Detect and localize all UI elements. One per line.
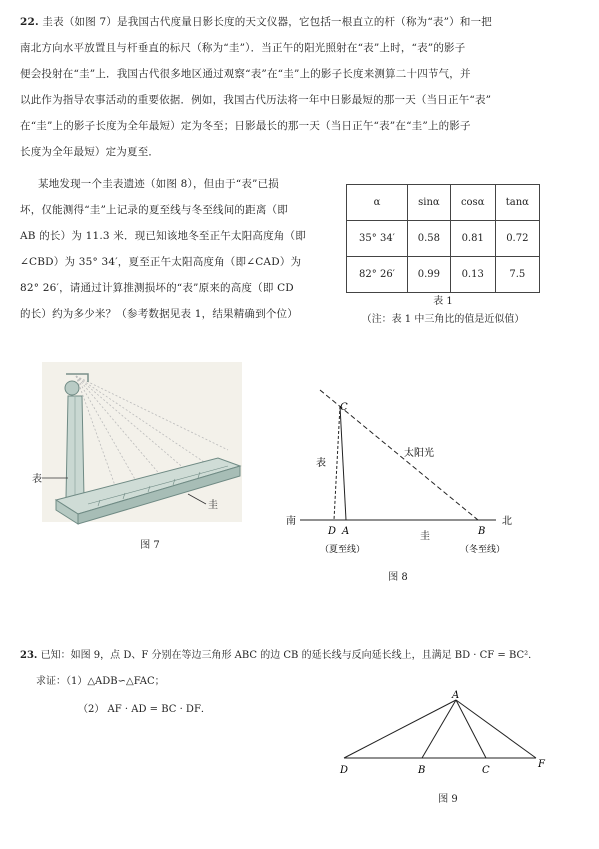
table-header-cell: cosα: [450, 185, 495, 221]
table-caption: 表 1: [433, 296, 453, 307]
q22-para2-line-1: 某地发现一个圭表遗迹（如图 8），但由于“表”已损: [38, 178, 280, 190]
pole-cd: [334, 406, 340, 520]
fig8-label-biao: 表: [316, 458, 326, 469]
table-row: [347, 221, 540, 257]
fig9-point-f: F: [538, 759, 545, 770]
q23-text-1: 已知：如图 9，点 D、F 分别在等边三角形 ABC 的边 CB 的延长线与反向延长线上，且满足 BD · CF = BC²．: [40, 650, 539, 661]
trig-table: [346, 184, 540, 293]
fig8-summer-line: （夏至线）: [320, 545, 366, 555]
fig8-label-sun: 太阳光: [404, 448, 434, 459]
figure-9-caption: 图 9: [438, 794, 458, 805]
q22-line-5: 在“圭”上的影子长度为全年最短）定为冬至；日影最长的那一天（当日正午“表”在“圭”上的影子: [20, 120, 471, 132]
fig9-point-a: A: [452, 690, 460, 701]
table-cell: 0.81: [450, 221, 495, 257]
fig8-winter-line: （冬至线）: [460, 545, 506, 555]
fig8-point-a: A: [342, 526, 350, 537]
q23-line-1: [20, 646, 538, 661]
line-ca: [340, 406, 346, 520]
table-header-cell: sinα: [408, 185, 451, 221]
q22-line-1: [20, 10, 492, 35]
figure-9-diagram: [336, 686, 556, 778]
q22-line-4: 以此作为指导农事活动的重要依据．例如，我国古代历法将一年中日影最短的那一天（当日正午“表”: [20, 94, 492, 106]
q22-text-1: 圭表（如图 7）是我国古代度量日影长度的天文仪器，它包括一根直立的杆（称为“表”）和一把: [42, 16, 492, 28]
q22-para2-line-3: AB 的长）为 11.3 米．现已知该地冬至正午太阳高度角（即: [20, 230, 306, 242]
fig8-north: 北: [502, 516, 512, 527]
table-cell: 0.72: [495, 221, 539, 257]
fig8-label-gui: 圭: [420, 531, 430, 542]
q23-line-3: （2） AF · AD = BC · DF．: [78, 704, 211, 715]
q22-line-3: 便会投射在“圭”上．我国古代很多地区通过观察“表”在“圭”上的影子长度来测算二十四节气，并: [20, 68, 471, 80]
fig7-label-biao: 表: [32, 474, 42, 485]
figure-7-caption: 图 7: [140, 540, 160, 551]
fig8-point-c: C: [340, 402, 348, 413]
q22-para2-line-5: 82° 26′，请通过计算推测损坏的“表”原来的高度（即 CD: [20, 282, 294, 294]
q23-number: 23.: [20, 650, 38, 661]
table-row: [347, 257, 540, 293]
fig9-point-d: D: [340, 765, 349, 776]
figure-8-diagram: [280, 384, 530, 562]
q22-line-2: 南北方向水平放置且与杆垂直的标尺（称为“圭”）．当正午的阳光照射在“表”上时，“表”的影子: [20, 42, 466, 54]
table-cell: 35° 34′: [347, 221, 408, 257]
q22-line-6: 长度为全年最短）定为夏至．: [20, 146, 160, 158]
table-cell: 0.58: [408, 221, 451, 257]
q22-para2-line-2: 坏，仅能测得“圭”上记录的夏至线与冬至线间的距离（即: [20, 204, 288, 216]
q22-para2-line-6: 的长）约为多少米？（参考数据见表 1，结果精确到个位）: [20, 308, 298, 320]
fig8-south: 南: [286, 516, 296, 527]
q23-line-2: 求证：（1）△ADB∽△FAC；: [36, 676, 165, 687]
table-header-cell: α: [347, 185, 408, 221]
table-cell: 82° 26′: [347, 257, 408, 293]
table-header-row: [347, 185, 540, 221]
table-cell: 0.13: [450, 257, 495, 293]
fig8-point-d: D: [328, 526, 337, 537]
line-af: [456, 700, 536, 758]
fig8-point-b: B: [478, 526, 486, 537]
fig9-point-c: C: [482, 765, 490, 776]
q22-number: 22.: [20, 16, 39, 28]
figure-7-illustration: [28, 358, 250, 528]
table-cell: 7.5: [495, 257, 539, 293]
figure-8-caption: 图 8: [388, 572, 408, 583]
table-cell: 0.99: [408, 257, 451, 293]
q22-para2-line-4: ∠CBD）为 35° 34′，夏至正午太阳高度角（即∠CAD）为: [20, 256, 302, 268]
fig9-point-b: B: [418, 765, 426, 776]
fig7-label-gui: 圭: [208, 500, 218, 511]
table-note: （注：表 1 中三角比的值是近似值）: [361, 314, 525, 325]
table-header-cell: tanα: [495, 185, 539, 221]
line-ac: [456, 700, 486, 758]
